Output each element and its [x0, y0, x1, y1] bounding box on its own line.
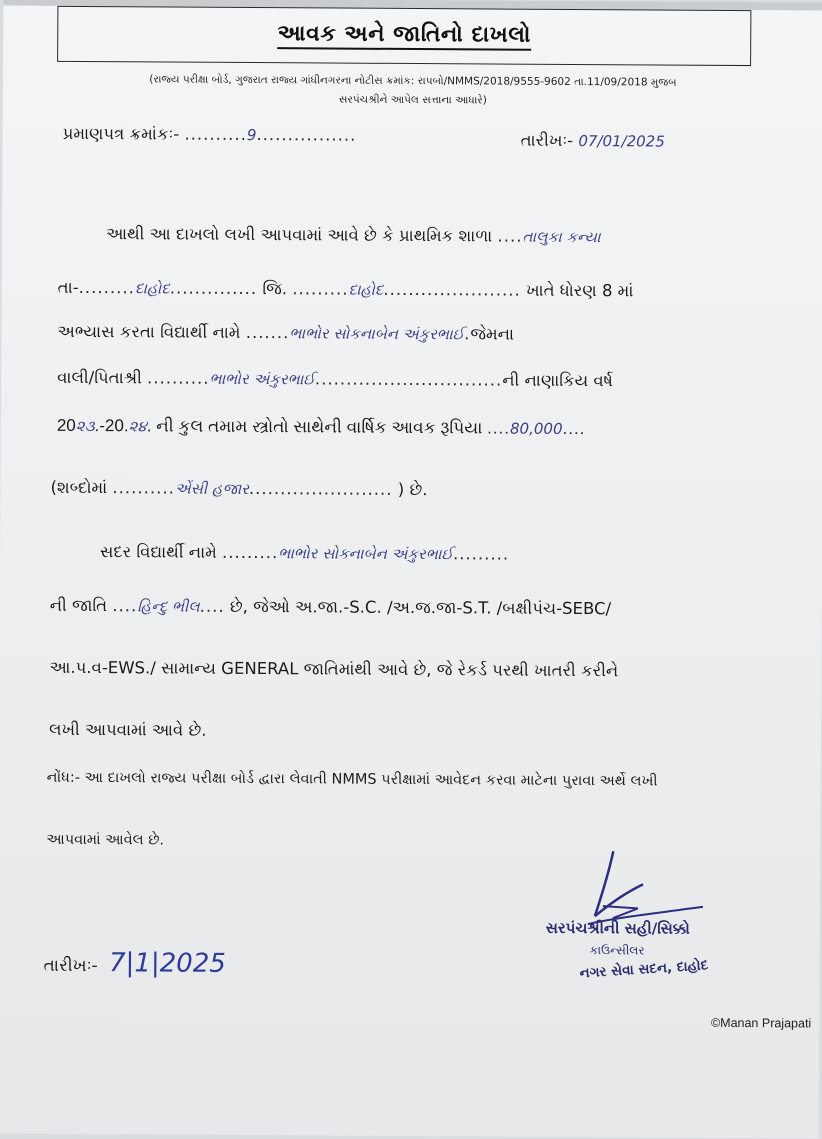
district-value: દાહોદ	[348, 280, 384, 299]
cert-number-row: પ્રમાણપત્ર ક્રમાંકઃ- ..........9................	[62, 123, 357, 145]
closing-row	[49, 720, 207, 741]
title-box	[57, 6, 751, 66]
note-text-1: નોંધ:- આ દાખલો રાજ્ય પરીક્ષા બોર્ડ દ્વારા લેવાતી NMMS પરીક્ષામાં આવેદન કરવા માટેના પુરાવા અર્થે લખી	[46, 769, 658, 790]
caste-label: ની જાતિ	[49, 595, 108, 616]
words-row: (શબ્દોમાં ..........એંસી હજાર....................... ) છે.	[50, 477, 428, 500]
district-label: જિ.	[262, 279, 288, 299]
cert-number-value: 9	[246, 125, 257, 145]
note-text-2: આપવામાં આવેલ છે.	[46, 831, 165, 849]
stamp-designation: કાઉન્સીલર	[589, 943, 645, 958]
jemna-text: જેમના	[470, 324, 515, 344]
note-row-1	[47, 770, 658, 790]
financial-year-text: ની નાણાકિય વર્ષ	[502, 370, 613, 391]
student-label: અભ્યાસ કરતા વિદ્યાર્થી નામે	[57, 321, 241, 342]
school-intro: આથી આ દાખલો લખી આપવામાં આવે છે કે પ્રાથમિક શાળા	[105, 224, 493, 246]
student-row: અભ્યાસ કરતા વિદ્યાર્થી નામે .......ભાભોર સોકનાબેન અંકુરભાઈ.જેમના	[57, 321, 515, 344]
date-label: તારીખઃ-	[520, 130, 574, 150]
date-value: 07/01/2025	[578, 132, 665, 151]
student-name: ભાભોર સોકનાબેન અંકુરભાઈ	[289, 324, 465, 344]
notice-reference	[83, 70, 743, 112]
guardian-label: વાલી/પિતાશ્રી	[57, 367, 142, 388]
income-row: 20૨૩.-20.૨૪. ની કુલ તમામ સ્ત્રોતો સાથેની વાર્ષિક આવક રૂપિયા ....80,000....	[56, 415, 586, 439]
taluka-row: તા-.........દાહોદ.............. જિ. .........દાહોદ...................... ખાતે ધોરણ 8 માં	[57, 277, 634, 301]
standard-text: ખાતે ધોરણ 8 માં	[525, 280, 634, 301]
closing-text: લખી આપવામાં આવે છે.	[48, 719, 207, 740]
stamp-office: નગર સેવા સદન, દાહોદ	[579, 957, 709, 982]
guardian-row: વાલી/પિતાશ્રી ..........ભાભોર અંકુરભાઈ..............................ની નાણાકિય વર્ષ	[57, 367, 613, 391]
sadar-row: સદર વિદ્યાર્થી નામે .........ભાભોર સોકનાબેન અંકુરભાઈ.........	[100, 542, 510, 564]
caste-value: હિન્દુ ભીલ	[137, 597, 200, 616]
category-text: આ.પ.વ-EWS./ સામાન્ય GENERAL જાતિમાંથી આવે છે, જે રેકર્ડ પરથી ખાતરી કરીને	[49, 657, 619, 681]
bottom-date-label: તારીખઃ-	[43, 955, 98, 977]
bottom-date-value: 7|1|2025	[108, 948, 226, 979]
year-start: ૨૩	[75, 416, 95, 436]
notice-line-2: સરપંચશ્રીને આપેલ સત્તાના આધારે)	[338, 93, 487, 107]
sadar-name: ભાભોર સોકનાબેન અંકુરભાઈ	[278, 544, 454, 564]
date-row	[521, 131, 665, 152]
year-end: ૨૪	[128, 417, 147, 436]
income-text: . ની કુલ તમામ સ્ત્રોતો સાથેની વાર્ષિક આવક રૂપિયા	[146, 416, 483, 438]
caste-row: ની જાતિ ....હિન્દુ ભીલ.... છે, જેઓ અ.જા.-S.C. /અ.જ.જા-S.T. /બક્ષીપંચ-SEBC/	[49, 595, 612, 619]
watermark: ©Manan Prajapati	[710, 1015, 812, 1031]
category-row	[49, 658, 618, 681]
year-prefix: 20	[56, 415, 76, 435]
words-value: એંસી હજાર	[174, 479, 249, 499]
year-mid: .-20.	[94, 416, 129, 436]
document-title: આવક અને જાતિનો દાખલો	[277, 21, 531, 51]
cert-number-label: પ્રમાણપત્ર ક્રમાંકઃ-	[62, 123, 180, 144]
signature-title: સરપંચશ્રીની સહી/સિક્કો	[545, 918, 690, 938]
taluka-value: દાહોદ	[134, 279, 170, 298]
sadar-label: સદર વિદ્યાર્થી નામે	[100, 542, 217, 562]
guardian-name: ભાભોર અંકુરભાઈ	[209, 369, 315, 389]
caste-options: છે, જેઓ અ.જા.-S.C. /અ.જ.જા-S.T. /બક્ષીપંચ-SEBC/	[229, 596, 612, 619]
bottom-date-row	[43, 948, 225, 979]
words-end: ) છે.	[397, 479, 428, 500]
note-row-2	[46, 832, 164, 849]
income-value: 80,000	[509, 419, 563, 438]
words-label: (શબ્દોમાં	[50, 477, 108, 498]
school-name: તાલુકા કન્યા	[522, 227, 601, 247]
taluka-label: તા-	[57, 277, 79, 297]
notice-line-1: (રાજ્ય પરીક્ષા બોર્ડ, ગુજરાત રાજ્ય ગાંધીનગરના નોટીસ ક્રમાંક: રાપબો/NMMS/2018/9555-9602 તા.11/09/2018 મુજબ	[149, 73, 677, 89]
school-row: આથી આ દાખલો લખી આપવામાં આવે છે કે પ્રાથમિક શાળા ....તાલુકા કન્યા	[105, 224, 601, 247]
